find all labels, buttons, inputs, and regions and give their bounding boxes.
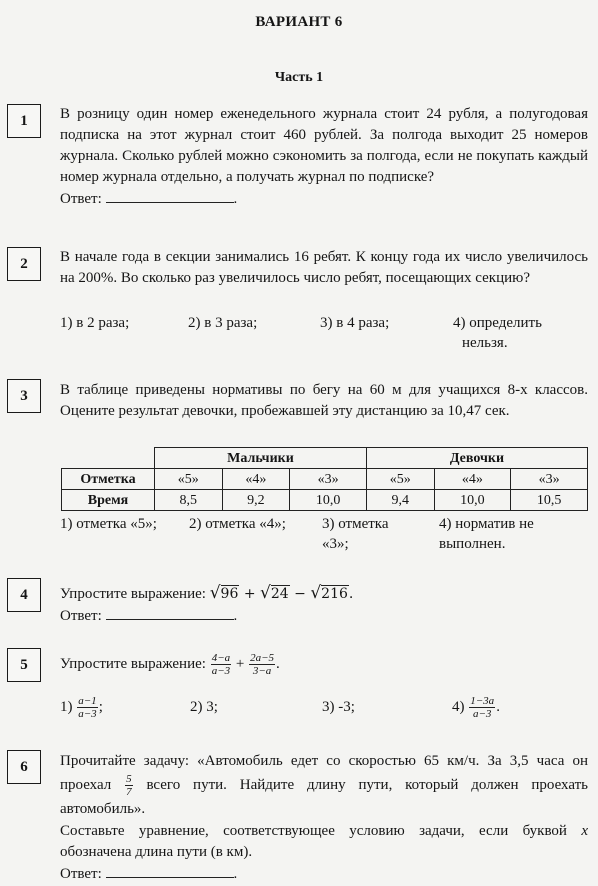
table-cell: 9,2	[222, 490, 290, 511]
option-3[interactable]: 3) в 4 раза;	[320, 315, 390, 331]
question-5-prompt: Упростите выражение:	[60, 655, 206, 672]
question-6-text-c: Составьте уравнение, соответствующее условию задачи, если буквой	[60, 823, 567, 839]
denominator: a−3	[78, 708, 97, 720]
table-cell: «5»	[155, 469, 223, 490]
option-1[interactable]: 1) в 2 раза;	[60, 315, 130, 331]
question-6-text-b: всего пути. Найдите длину пути, который должен проехать автомобиль».	[60, 776, 589, 817]
option-1[interactable]: 1) отметка «5»;	[60, 516, 157, 532]
denominator: 3−a	[252, 665, 272, 677]
option-1-fraction	[77, 695, 97, 720]
option-2[interactable]: 2) в 3 раза;	[188, 315, 258, 331]
separator: ;	[98, 698, 103, 715]
table-cell: 8,5	[155, 490, 223, 511]
table-cell: «3»	[511, 469, 588, 490]
radical-expression	[209, 583, 354, 603]
answer-label: Ответ:	[60, 866, 102, 882]
answer-line-1: Ответ: .	[60, 188, 588, 210]
minus-sign: −	[294, 586, 306, 602]
question-number-4: 4	[7, 578, 41, 612]
page-title: ВАРИАНТ 6	[255, 14, 343, 30]
table-cell: «3»	[290, 469, 367, 490]
denominator: a−3	[473, 708, 492, 720]
radicand-3: 216	[321, 586, 348, 602]
option-prefix: 1)	[60, 698, 73, 715]
variable-x: x	[581, 823, 588, 839]
period: .	[348, 586, 354, 602]
numerator: 2a−5	[250, 652, 275, 664]
period: .	[276, 655, 280, 672]
table-corner	[62, 448, 155, 469]
plus-sign: +	[243, 586, 256, 602]
table-cell: 9,4	[366, 490, 434, 511]
question-6	[60, 750, 588, 885]
numerator: 4−a	[211, 652, 231, 664]
fraction-5-7	[125, 773, 133, 798]
question-number-5: 5	[7, 648, 41, 682]
option-3-cont: «3»;	[322, 536, 349, 552]
group-boys: Мальчики	[155, 448, 367, 469]
question-4-prompt: Упростите выражение:	[60, 586, 206, 602]
denominator: a−3	[211, 665, 231, 677]
norms-table	[61, 447, 588, 511]
numerator: a−1	[78, 695, 97, 707]
question-6-text-a: Прочитайте задачу: «Автомобиль едет со скоростью 65 км/ч. За 3,5 часа он проехал	[60, 753, 588, 793]
answer-line-6: Ответ: .	[60, 863, 588, 885]
table-cell: 10,0	[434, 490, 511, 511]
fraction-1	[211, 652, 231, 677]
option-1[interactable]	[60, 695, 103, 720]
row-label-times: Время	[62, 490, 155, 511]
question-1	[60, 104, 588, 210]
answer-blank-6[interactable]	[106, 863, 234, 878]
table-cell: «4»	[222, 469, 290, 490]
question-number-1: 1	[7, 104, 41, 138]
table-cell: «4»	[434, 469, 511, 490]
answer-line-4: Ответ: .	[60, 605, 588, 627]
option-4[interactable]	[452, 695, 500, 720]
radicand-2: 24	[270, 586, 289, 602]
numerator: 5	[126, 773, 132, 785]
option-4[interactable]: 4) норматив не	[439, 516, 534, 532]
option-2[interactable]: 2) отметка «4»;	[189, 516, 286, 532]
plus-sign: +	[235, 655, 245, 672]
period: .	[496, 698, 500, 715]
numerator: 1−3a	[470, 695, 495, 707]
answer-label: Ответ:	[60, 191, 102, 207]
option-4-cont: выполнен.	[439, 536, 506, 552]
table-cell: 10,0	[290, 490, 367, 511]
option-4-cont: нельзя.	[462, 335, 508, 351]
sqrt-symbol: √	[310, 583, 322, 603]
row-label-marks: Отметка	[62, 469, 155, 490]
option-2[interactable]: 2) 3;	[190, 699, 218, 715]
sqrt-symbol: √	[260, 583, 271, 603]
table-cell: 10,5	[511, 490, 588, 511]
question-number-3: 3	[7, 379, 41, 413]
option-prefix: 4)	[452, 698, 465, 715]
option-4[interactable]: 4) определить	[453, 315, 542, 331]
question-4	[60, 583, 588, 627]
fraction-2	[249, 652, 275, 677]
question-2-text: В начале года в секции занимались 16 ребят. К концу года их число увеличилось на 200%. Во сколько раз увеличилось число ребят, посещающих секцию?	[60, 249, 588, 286]
question-5	[60, 652, 588, 677]
denominator: 7	[126, 786, 132, 798]
answer-blank-1[interactable]	[106, 188, 234, 203]
sqrt-symbol: √	[209, 583, 221, 603]
question-number-6: 6	[7, 750, 41, 784]
option-3[interactable]: 3) -3;	[322, 699, 355, 715]
table-cell: «5»	[366, 469, 434, 490]
question-number-2: 2	[7, 247, 41, 281]
table-header-row	[62, 448, 588, 469]
group-girls: Девочки	[366, 448, 587, 469]
radicand-1: 96	[220, 586, 239, 602]
part-title: Часть 1	[274, 70, 324, 85]
table-row-marks	[62, 469, 588, 490]
question-3-text: В таблице приведены нормативы по бегу на 60 м для учащихся 8-х классов. Оцените результат девочки, пробежавшей эту дистанцию за 10,47 сек.	[60, 382, 588, 419]
table-row-times	[62, 490, 588, 511]
option-4-fraction	[469, 695, 495, 720]
answer-blank-4[interactable]	[106, 605, 234, 620]
question-1-text: В розницу один номер еженедельного журнала стоит 24 рубля, а полугодовая подписка на этот журнал стоит 460 рублей. За полгода выходит 25 номеров журнала. Сколько рублей можно сэкономить за полгода, если не покупать каждый номер журнала отдельно, а получать журнал по подписке?	[60, 106, 588, 185]
option-3[interactable]: 3) отметка	[322, 516, 389, 532]
answer-label: Ответ:	[60, 608, 102, 624]
question-6-text-d: обозначена длина пути (в км).	[60, 844, 253, 860]
